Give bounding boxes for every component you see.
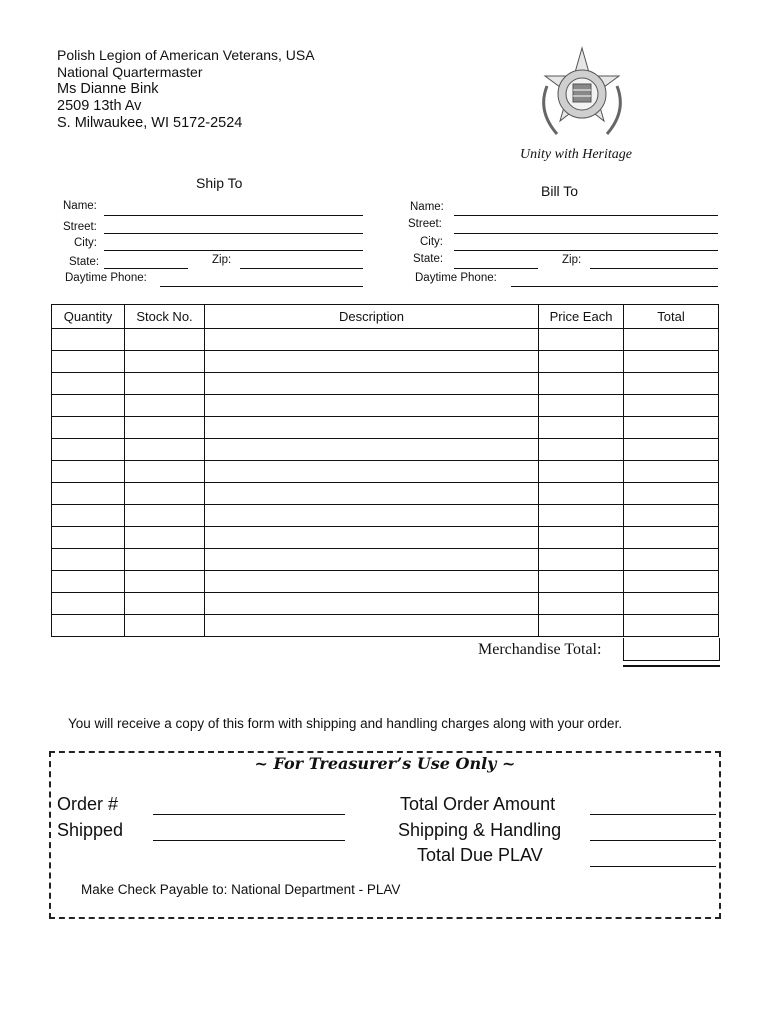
bill-street-label: Street: (408, 218, 442, 230)
table-row (52, 505, 719, 527)
ship-name-label: Name: (63, 200, 97, 212)
description-cell[interactable] (205, 417, 539, 439)
total-cell[interactable] (624, 549, 719, 571)
description-cell[interactable] (205, 351, 539, 373)
bill-street-field[interactable] (454, 233, 718, 234)
table-row (52, 373, 719, 395)
description-cell[interactable] (205, 329, 539, 351)
col-quantity: Quantity (52, 305, 125, 329)
total-cell[interactable] (624, 439, 719, 461)
price-each-cell[interactable] (539, 395, 624, 417)
total-cell[interactable] (624, 351, 719, 373)
price-each-cell[interactable] (539, 527, 624, 549)
ship-street-label: Street: (63, 221, 97, 233)
table-row (52, 417, 719, 439)
table-header-row (52, 305, 719, 329)
price-each-cell[interactable] (539, 505, 624, 527)
col-price-each: Price Each (539, 305, 624, 329)
stock-no-cell[interactable] (125, 527, 205, 549)
total-cell[interactable] (624, 417, 719, 439)
price-each-cell[interactable] (539, 351, 624, 373)
total-cell[interactable] (624, 505, 719, 527)
ship-city-label: City: (74, 237, 97, 249)
quantity-cell[interactable] (52, 417, 125, 439)
quantity-cell[interactable] (52, 351, 125, 373)
table-row (52, 461, 719, 483)
total-due-field[interactable] (590, 866, 716, 867)
stock-no-cell[interactable] (125, 615, 205, 637)
bill-name-label: Name: (410, 201, 444, 213)
bill-phone-field[interactable] (511, 286, 718, 287)
contact-city: S. Milwaukee, WI 5172-2524 (57, 115, 243, 131)
price-each-cell[interactable] (539, 549, 624, 571)
stock-no-cell[interactable] (125, 593, 205, 615)
stock-no-cell[interactable] (125, 505, 205, 527)
table-row (52, 615, 719, 637)
bill-state-field[interactable] (454, 268, 538, 269)
quantity-cell[interactable] (52, 549, 125, 571)
price-each-cell[interactable] (539, 483, 624, 505)
stock-no-cell[interactable] (125, 329, 205, 351)
bill-city-field[interactable] (454, 250, 718, 251)
bill-zip-field[interactable] (590, 268, 718, 269)
description-cell[interactable] (205, 615, 539, 637)
col-stock-no: Stock No. (125, 305, 205, 329)
ship-phone-field[interactable] (160, 286, 363, 287)
description-cell[interactable] (205, 373, 539, 395)
total-cell[interactable] (624, 571, 719, 593)
table-row (52, 483, 719, 505)
stock-no-cell[interactable] (125, 373, 205, 395)
quantity-cell[interactable] (52, 593, 125, 615)
ship-street-field[interactable] (104, 233, 363, 234)
total-cell[interactable] (624, 395, 719, 417)
table-row (52, 329, 719, 351)
stock-no-cell[interactable] (125, 395, 205, 417)
stock-no-cell[interactable] (125, 439, 205, 461)
description-cell[interactable] (205, 571, 539, 593)
table-row (52, 571, 719, 593)
shipping-handling-field[interactable] (590, 840, 716, 841)
table-row (52, 527, 719, 549)
merchandise-total-label: Merchandise Total: (478, 641, 602, 658)
order-number-label: Order # (57, 794, 119, 814)
stock-no-cell[interactable] (125, 417, 205, 439)
price-each-cell[interactable] (539, 417, 624, 439)
total-due-label: Total Due PLAV (417, 845, 543, 865)
price-each-cell[interactable] (539, 593, 624, 615)
header-title: National Quartermaster (57, 64, 203, 80)
bill-city-label: City: (420, 236, 443, 248)
shipping-handling-label: Shipping & Handling (398, 820, 562, 840)
col-total: Total (624, 305, 719, 329)
order-items-table (51, 304, 719, 637)
description-cell[interactable] (205, 439, 539, 461)
motto: Unity with Heritage (520, 147, 632, 162)
quantity-cell[interactable] (52, 439, 125, 461)
price-each-cell[interactable] (539, 615, 624, 637)
order-number-field[interactable] (153, 814, 345, 815)
quantity-cell[interactable] (52, 571, 125, 593)
ship-zip-label: Zip: (212, 254, 232, 266)
price-each-cell[interactable] (539, 373, 624, 395)
quantity-cell[interactable] (52, 461, 125, 483)
bill-phone-label: Daytime Phone: (415, 272, 497, 284)
shipped-label: Shipped (57, 820, 124, 840)
bill-state-label: State: (413, 253, 444, 265)
table-row (52, 549, 719, 571)
ship-zip-field[interactable] (240, 268, 363, 269)
description-cell[interactable] (205, 395, 539, 417)
quantity-cell[interactable] (52, 615, 125, 637)
table-row (52, 593, 719, 615)
header-address (57, 47, 315, 132)
description-cell[interactable] (205, 505, 539, 527)
contact-name: Ms Dianne Bink (57, 81, 159, 97)
quantity-cell[interactable] (52, 329, 125, 351)
total-cell[interactable] (624, 483, 719, 505)
ship-city-field[interactable] (104, 250, 363, 251)
total-cell[interactable] (624, 615, 719, 637)
payable-instructions: Make Check Payable to: National Department - PLAV (81, 882, 401, 897)
ship-phone-label: Daytime Phone: (65, 272, 147, 284)
total-cell[interactable] (624, 593, 719, 615)
shipped-field[interactable] (153, 840, 345, 841)
stock-no-cell[interactable] (125, 549, 205, 571)
total-order-amount-label: Total Order Amount (400, 794, 556, 814)
total-cell[interactable] (624, 373, 719, 395)
plav-emblem (527, 46, 637, 146)
table-row (52, 439, 719, 461)
table-row (52, 395, 719, 417)
contact-street: 2509 13th Av (57, 98, 142, 114)
stock-no-cell[interactable] (125, 461, 205, 483)
stock-no-cell[interactable] (125, 351, 205, 373)
ship-name-field[interactable] (104, 215, 363, 216)
col-description: Description (205, 305, 539, 329)
ship-to-title: Ship To (196, 175, 243, 191)
table-row (52, 351, 719, 373)
treasurer-title: ~ For Treasurer’s Use Only ~ (254, 754, 516, 773)
description-cell[interactable] (205, 461, 539, 483)
price-each-cell[interactable] (539, 439, 624, 461)
price-each-cell[interactable] (539, 329, 624, 351)
ship-state-label: State: (69, 256, 100, 268)
stock-no-cell[interactable] (125, 571, 205, 593)
total-cell[interactable] (624, 461, 719, 483)
ship-state-field[interactable] (104, 268, 188, 269)
total-order-amount-field[interactable] (590, 814, 716, 815)
quantity-cell[interactable] (52, 505, 125, 527)
org-name: Polish Legion of American Veterans, USA (57, 47, 315, 63)
shipping-notice: You will receive a copy of this form with shipping and handling charges along with your order. (68, 716, 623, 731)
merchandise-total-underline (623, 665, 720, 667)
price-each-cell[interactable] (539, 461, 624, 483)
description-cell[interactable] (205, 527, 539, 549)
bill-name-field[interactable] (454, 215, 718, 216)
total-cell[interactable] (624, 329, 719, 351)
price-each-cell[interactable] (539, 571, 624, 593)
merchandise-total-field[interactable] (623, 638, 720, 661)
stock-no-cell[interactable] (125, 483, 205, 505)
quantity-cell[interactable] (52, 373, 125, 395)
quantity-cell[interactable] (52, 527, 125, 549)
bill-zip-label: Zip: (562, 254, 582, 266)
description-cell[interactable] (205, 549, 539, 571)
quantity-cell[interactable] (52, 483, 125, 505)
description-cell[interactable] (205, 593, 539, 615)
total-cell[interactable] (624, 527, 719, 549)
description-cell[interactable] (205, 483, 539, 505)
quantity-cell[interactable] (52, 395, 125, 417)
bill-to-title: Bill To (541, 183, 579, 199)
